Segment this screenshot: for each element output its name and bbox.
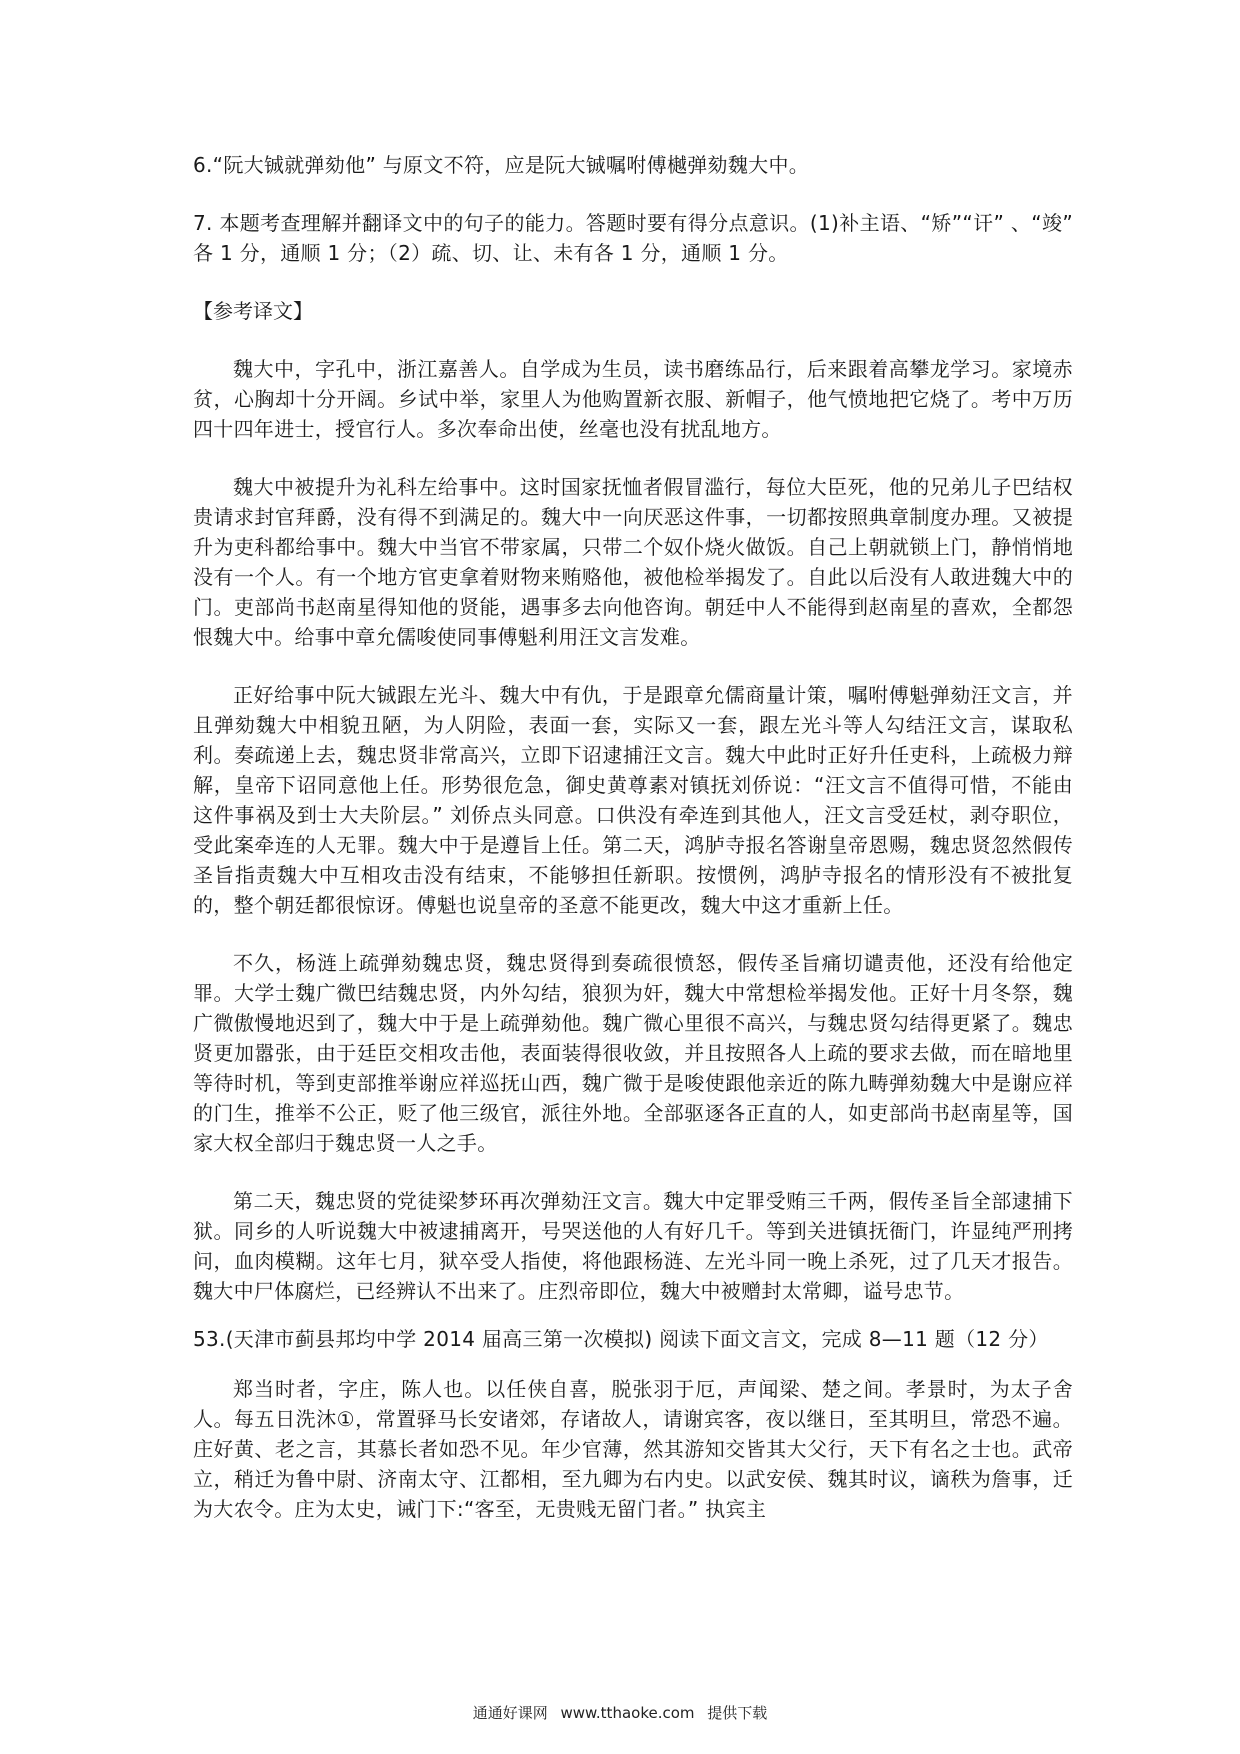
footer-url[interactable]: www.tthaoke.com — [560, 1704, 695, 1722]
translation-paragraph: 第二天，魏忠贤的党徒梁梦环再次弹劾汪文言。魏大中定罪受贿三千两，假传圣旨全部逮捕下狱。同乡的人听说魏大中被逮捕离开，号哭送他的人有好几千。等到关进镇抚衙门，许显纯严刑拷问，血肉模糊。这年七月，狱卒受人指使，将他跟杨涟、左光斗同一晚上杀死，过了几天才报告。魏大中尸体腐烂，已经辨认不出来了。庄烈帝即位，魏大中被赠封太常卿，谥号忠节。 — [193, 1189, 1073, 1303]
translation-paragraph: 不久，杨涟上疏弹劾魏忠贤，魏忠贤得到奏疏很愤怒，假传圣旨痛切谴责他，还没有给他定罪。大学士魏广微巴结魏忠贤，内外勾结，狼狈为奸，魏大中常想检举揭发他。正好十月冬祭，魏广微傲慢地迟到了，魏大中于是上疏弹劾他。魏广微心里很不高兴，与魏忠贤勾结得更紧了。魏忠贤更加嚣张，由于廷臣交相攻击他，表面装得很收敛，并且按照各人上疏的要求去做，而在暗地里等待时机，等到吏部推举谢应祥巡抚山西，魏广微于是唆使跟他亲近的陈九畴弹劾魏大中是谢应祥的门生，推举不公正，贬了他三级官，派往外地。全部驱逐各正直的人，如吏部尚书赵南星等，国家大权全部归于魏忠贤一人之手。 — [193, 951, 1073, 1155]
answer-item-6: 6.“阮大铖就弹劾他” 与原文不符，应是阮大铖嘱咐傅樾弹劾魏大中。 — [193, 153, 810, 177]
translation-paragraph: 魏大中被提升为礼科左给事中。这时国家抚恤者假冒滥行，每位大臣死，他的兄弟儿子巴结权贵请求封官拜爵，没有得不到满足的。魏大中一向厌恶这件事，一切都按照典章制度办理。又被提升为吏科都给事中。魏大中当官不带家属，只带二个奴仆烧火做饭。自己上朝就锁上门，静悄悄地没有一个人。有一个地方官吏拿着财物来贿赂他，被他检举揭发了。自此以后没有人敢进魏大中的门。吏部尚书赵南星得知他的贤能，遇事多去向他咨询。朝廷中人不能得到赵南星的喜欢，全都怨恨魏大中。给事中章允儒唆使同事傅魁利用汪文言发难。 — [193, 475, 1073, 649]
answer-item-7: 7. 本题考查理解并翻译文中的句子的能力。答题时要有得分点意识。(1)补主语、“矫”“讦” 、“竣” 各 1 分，通顺 1 分；（2）疏、切、让、未有各 1 分，通顺 1 分。 — [193, 211, 1073, 265]
page-footer — [0, 1703, 1240, 1723]
translation-paragraph: 魏大中，字孔中，浙江嘉善人。自学成为生员，读书磨练品行，后来跟着高攀龙学习。家境赤贫，心胸却十分开阔。乡试中举，家里人为他购置新衣服、新帽子，他气愤地把它烧了。考中万历四十四年进士，授官行人。多次奉命出使，丝毫也没有扰乱地方。 — [193, 357, 1073, 441]
translation-paragraph: 正好给事中阮大铖跟左光斗、魏大中有仇，于是跟章允儒商量计策，嘱咐傅魁弹劾汪文言，并且弹劾魏大中相貌丑陋，为人阴险，表面一套，实际又一套，跟左光斗等人勾结汪文言，谋取私利。奏疏递上去，魏忠贤非常高兴，立即下诏逮捕汪文言。魏大中此时正好升任吏科，上疏极力辩解，皇帝下诏同意他上任。形势很危急，御史黄尊素对镇抚刘侨说：“汪文言不值得可惜，不能由这件事祸及到士大夫阶层。” 刘侨点头同意。口供没有牵连到其他人，汪文言受廷杖，剥夺职位，受此案牵连的人无罪。魏大中于是遵旨上任。第二天，鸿胪寺报名答谢皇帝恩赐，魏忠贤忽然假传圣旨指责魏大中互相攻击没有结束，不能够担任新职。按惯例，鸿胪寺报名的情形没有不被批复的，整个朝廷都很惊讶。傅魁也说皇帝的圣意不能更改，魏大中这才重新上任。 — [193, 683, 1073, 917]
document-body — [193, 150, 1073, 1552]
question-53-passage: 郑当时者，字庄，陈人也。以任侠自喜，脱张羽于厄，声闻梁、楚之间。孝景时，为太子舍人。每五日洗沐①，常置驿马长安诸郊，存诸故人，请谢宾客，夜以继日，至其明旦，常恐不遍。庄好黄、老之言，其慕长者如恐不见。年少官薄，然其游知交皆其大父行，天下有名之士也。武帝立，稍迁为鲁中尉、济南太守、江都相，至九卿为右内史。以武安侯、魏其时议，谪秩为詹事，迁为大农令。庄为太史，诫门下:“客至，无贵贱无留门者。” 执宾主 — [193, 1377, 1073, 1521]
footer-site-name: 通通好课网 — [472, 1704, 548, 1722]
footer-note: 提供下载 — [707, 1704, 768, 1722]
translation-heading: 【参考译文】 — [193, 299, 313, 323]
question-53-header: 53.(天津市蓟县邦均中学 2014 届高三第一次模拟) 阅读下面文言文，完成 8—11 题（12 分） — [193, 1327, 1049, 1351]
